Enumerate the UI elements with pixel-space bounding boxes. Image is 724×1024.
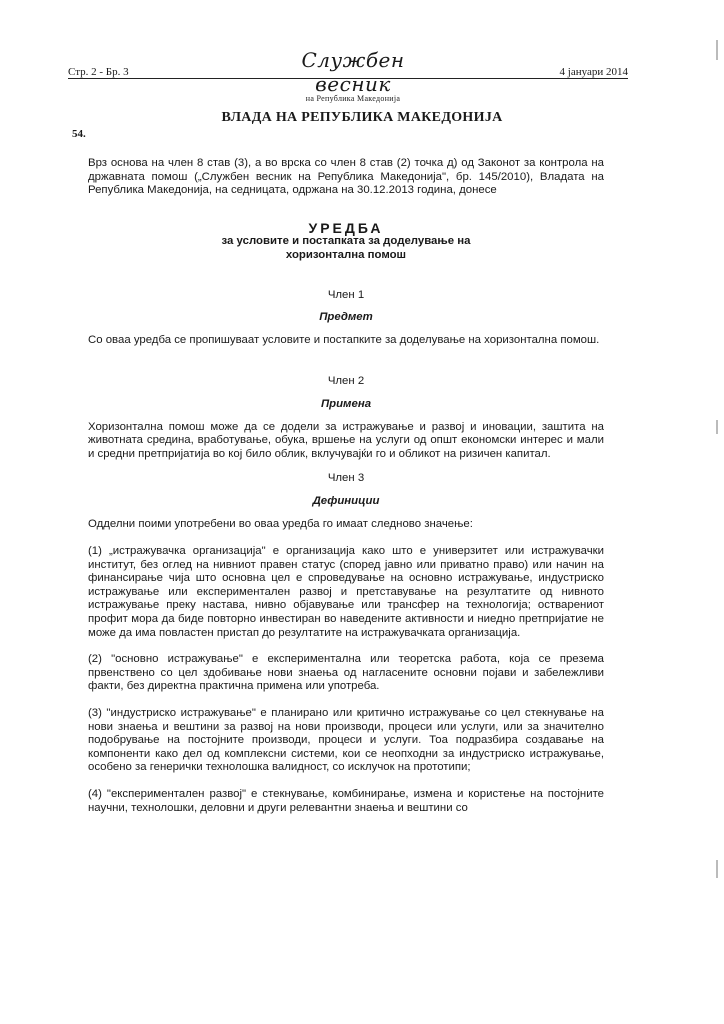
- definition-item: (2) "основно истражување" е експериментална или теоретска работа, која се презема првенствено со цел здобивање нови знаења од нагласените основни појави и забележливи факти, без директна практична примена или употреба.: [88, 653, 604, 693]
- article-heading: Предмет: [319, 311, 373, 324]
- page-reference: Стр. 2 - Бр. 3: [68, 66, 129, 78]
- article-label: Член 3: [327, 472, 365, 485]
- article-heading: Примена: [320, 397, 372, 410]
- decree-subtitle-line-1: за условите и постапката за доделување на: [221, 235, 471, 248]
- page-header: [68, 48, 628, 103]
- issue-date: 4 јануари 2014: [559, 66, 628, 78]
- preamble: Врз основа на член 8 став (3), а во врска со член 8 став (2) точка д) од Законот за контрола на државната помош („Службен весник на Република Македонија", бр. 145/2010), Владата на Република Македонија, на седницата, одржана на 30.12.2013 година, донесе: [88, 157, 604, 197]
- gazette-masthead: [273, 48, 433, 103]
- masthead-title: Службен весник: [301, 48, 405, 96]
- scan-edge-mark: [716, 860, 718, 878]
- act-number: 54.: [72, 128, 86, 140]
- article-text: Со оваа уредба се пропишуваат условите и постапките за доделување на хоризонтална помош.: [88, 333, 600, 346]
- header-divider: [68, 78, 628, 79]
- issuing-authority: ВЛАДА НА РЕПУБЛИКА МАКЕДОНИЈА: [221, 110, 503, 125]
- scan-edge-mark: [716, 420, 718, 434]
- scan-edge-mark: [716, 40, 718, 60]
- article-label: Член 1: [327, 288, 365, 301]
- definition-item: (3) "индустриско истражување" е планирано или критично истражување со цел стекнување на нови знаења и вештини за развој на нови производи, процеси или услуги, или за значително подобрување на постојните производи, процеси и услуги. Тоа подразбира создавање на компоненти како дел од комплексни системи, кои се неопходни за индустриско истражување, особено за генерички технолошка валидност, со исклучок на прототипи;: [88, 707, 604, 774]
- decree-title: УРЕДБА: [308, 219, 384, 236]
- article-label: Член 2: [327, 375, 365, 388]
- article-text: Хоризонтална помош може да се додели за истражување и развој и иновации, заштита на животната средина, вработување, обука, вршење на услуги од општ економски интерес и мали и средни претпријатија во кој било облик, вклучувајќи го и обликот на ризичен капитал.: [88, 420, 604, 460]
- definition-item: (1) „истражувачка организација" е организација како што е универзитет или истражувачки институт, без оглед на нивниот правен статус (според јавно или приватно право) или начин на финансирање чија што основна цел е спроведување на основно истражување, индустриско истражување или експериментален развој и претставување на резултатите од нивното истражување преку настава, нивно објавување или трансфер на технологија; остварениот профит мора да биде повторно инвестиран во наведените активности и ниедно претпријатие не може да има повластен пристап до резултатите на истражувачката организација.: [88, 545, 604, 639]
- document-body: [88, 157, 604, 815]
- article-heading: Дефиниции: [312, 494, 380, 507]
- masthead-subtitle: на Република Македонија: [305, 94, 401, 103]
- decree-subtitle-line-2: хоризонтална помош: [285, 248, 407, 261]
- definition-item: (4) "експериментален развој" е стекнување, комбинирање, измена и користење на постојните научни, технолошки, деловни и други релевантни знаења и вештини со: [88, 788, 604, 814]
- article-intro: Одделни поими употребени во оваа уредба го имаат следново значење:: [88, 517, 473, 530]
